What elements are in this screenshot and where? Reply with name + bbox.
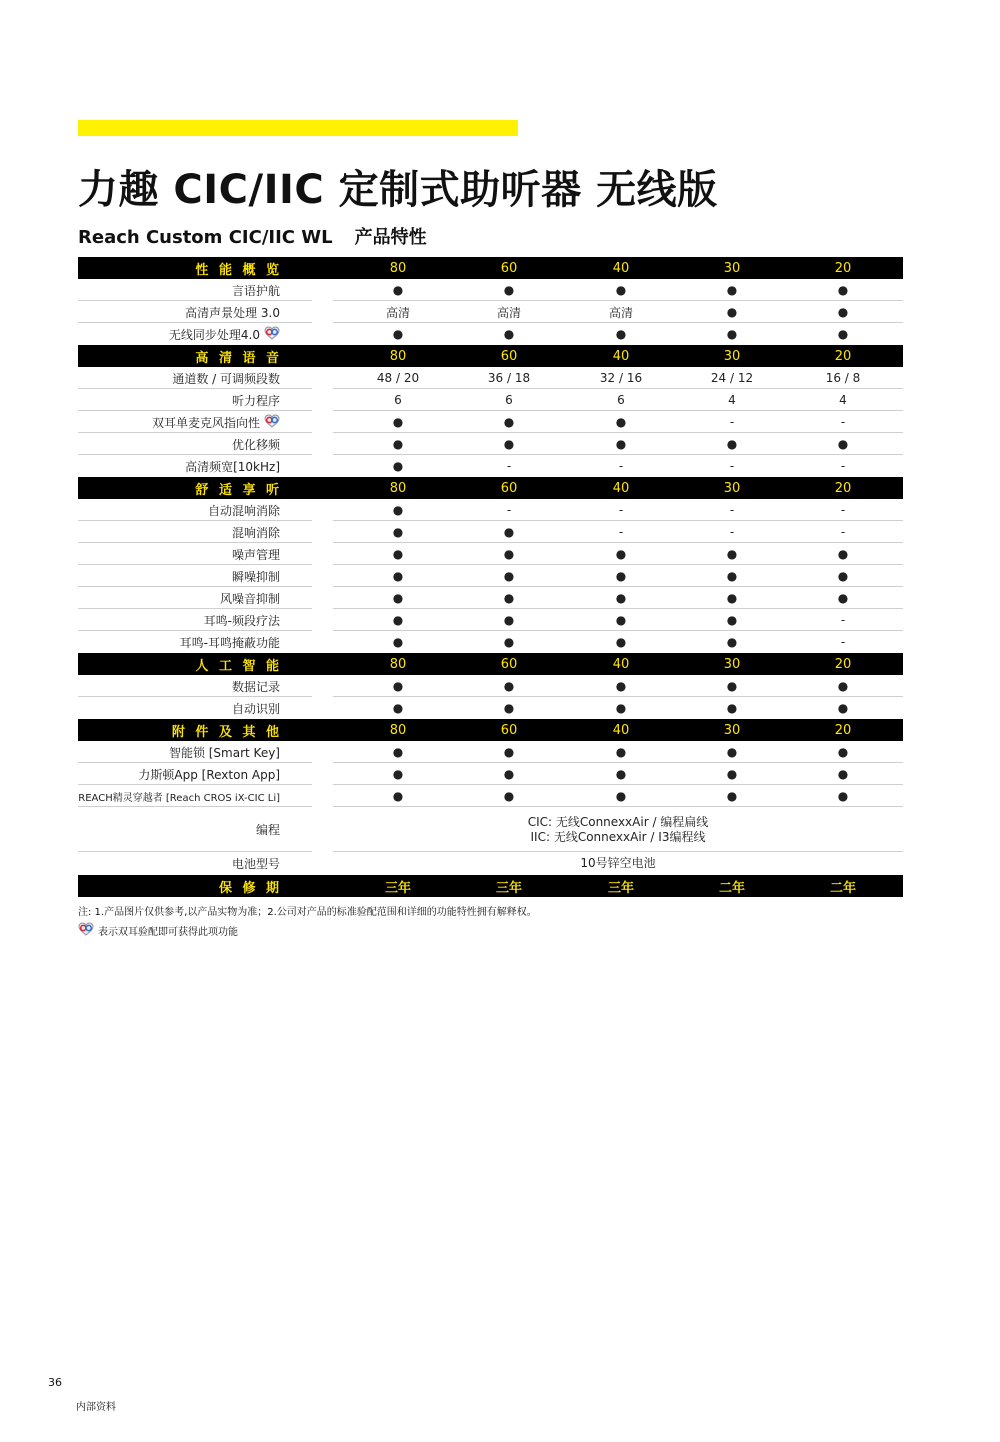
level-header: 40: [612, 480, 630, 496]
feature-dot: ●: [726, 635, 738, 649]
feature-value: 48 / 20: [376, 371, 420, 385]
feature-dot: ●: [615, 613, 627, 627]
feature-dot: ●: [726, 745, 738, 759]
feature-dot: ●: [392, 547, 404, 561]
feature-label: [78, 697, 312, 719]
feature-dot: ●: [392, 613, 404, 627]
feature-dot: ●: [615, 327, 627, 341]
table-row: [78, 323, 903, 345]
feature-dot: ●: [392, 415, 404, 429]
section-title: 人 工 智 能: [195, 658, 282, 674]
feature-value: -: [729, 415, 735, 429]
battery-row: [78, 852, 903, 875]
feature-dot: ●: [837, 569, 849, 583]
table-row: [78, 521, 903, 543]
feature-dot: ●: [726, 613, 738, 627]
programming-line-iic: IIC: 无线ConnexxAir / I3编程线: [530, 829, 706, 844]
note-disclaimer: 注: 1.产品图片仅供参考,以产品实物为准；2.公司对产品的标准验配范围和详细的功能特性拥有解释权。: [78, 907, 537, 918]
feature-value: 16 / 8: [825, 371, 861, 385]
feature-label: [78, 763, 312, 785]
feature-label: [78, 587, 312, 609]
feature-label-text: 言语护航: [231, 283, 280, 298]
feature-value: 6: [617, 393, 625, 407]
warranty-value: 二年: [718, 880, 745, 896]
feature-dot: ●: [726, 283, 738, 297]
feature-value: 高清: [496, 305, 521, 320]
feature-dot: ●: [392, 327, 404, 341]
feature-label-text: 高清声景处理 3.0: [185, 305, 280, 320]
feature-dot: ●: [615, 745, 627, 759]
table-row: [78, 279, 903, 301]
feature-label: [78, 323, 312, 345]
feature-label: [78, 411, 312, 433]
feature-label-text: 数据记录: [231, 679, 280, 694]
feature-value: 高清: [608, 305, 633, 320]
feature-label: [78, 675, 312, 697]
warranty-value: 三年: [495, 880, 522, 896]
level-header: 80: [389, 656, 407, 672]
programming-row: [78, 807, 903, 852]
feature-dot: ●: [726, 437, 738, 451]
feature-dot: ●: [392, 591, 404, 605]
feature-dot: ●: [503, 591, 515, 605]
feature-value: -: [618, 525, 624, 539]
table-row: [78, 389, 903, 411]
feature-value: -: [618, 459, 624, 473]
level-header: 20: [834, 722, 852, 738]
subtitle-en: Reach Custom CIC/IIC WL: [78, 227, 333, 248]
feature-value: -: [618, 503, 624, 517]
feature-label: [78, 433, 312, 455]
table-row: [78, 499, 903, 521]
feature-value: -: [506, 503, 512, 517]
feature-label-text: 自动识别: [231, 701, 280, 716]
section-title: 附 件 及 其 他: [171, 724, 282, 740]
level-header: 80: [389, 722, 407, 738]
feature-value: -: [840, 415, 846, 429]
feature-value: 高清: [385, 305, 410, 320]
table-row: [78, 455, 903, 477]
feature-label-text: 通道数 / 可调频段数: [172, 371, 280, 386]
feature-dot: ●: [615, 437, 627, 451]
feature-value: -: [840, 635, 846, 649]
feature-label: [78, 301, 312, 323]
feature-label-text: 智能锁 [Smart Key]: [168, 745, 280, 760]
note-binaural: 表示双耳验配即可获得此项功能: [78, 922, 537, 943]
section-header: [78, 719, 903, 741]
table-row: [78, 301, 903, 323]
feature-value: 24 / 12: [710, 371, 754, 385]
level-header: 80: [389, 260, 407, 276]
feature-dot: ●: [726, 789, 738, 803]
feature-dot: ●: [503, 789, 515, 803]
feature-label-text: 耳鸣-耳鸣掩蔽功能: [179, 635, 280, 650]
feature-label-text: 力斯顿App [Rexton App]: [138, 767, 280, 782]
feature-dot: ●: [837, 767, 849, 781]
feature-label-text: 高清频宽[10kHz]: [185, 459, 280, 474]
table-row: [78, 367, 903, 389]
table-row: [78, 411, 903, 433]
feature-dot: ●: [837, 701, 849, 715]
table-row: [78, 741, 903, 763]
feature-value: 6: [394, 393, 402, 407]
feature-label-text: 双耳单麦克风指向性: [151, 415, 260, 430]
table-row: [78, 565, 903, 587]
feature-value: -: [840, 459, 846, 473]
feature-dot: ●: [615, 767, 627, 781]
level-header: 30: [723, 656, 741, 672]
section-header: [78, 477, 903, 499]
feature-dot: ●: [615, 569, 627, 583]
feature-dot: ●: [503, 745, 515, 759]
feature-dot: ●: [392, 767, 404, 781]
page-subtitle: [78, 226, 427, 250]
feature-dot: ●: [726, 305, 738, 319]
feature-value: -: [840, 525, 846, 539]
level-header: 30: [723, 260, 741, 276]
feature-dot: ●: [837, 745, 849, 759]
feature-dot: ●: [615, 701, 627, 715]
feature-value: 36 / 18: [487, 371, 531, 385]
feature-dot: ●: [503, 525, 515, 539]
feature-label: [78, 631, 312, 653]
level-header: 20: [834, 656, 852, 672]
feature-dot: ●: [503, 679, 515, 693]
feature-dot: ●: [726, 679, 738, 693]
feature-dot: ●: [615, 283, 627, 297]
warranty-label: 保 修 期: [218, 880, 282, 896]
feature-dot: ●: [726, 569, 738, 583]
feature-dot: ●: [503, 283, 515, 297]
feature-dot: ●: [392, 745, 404, 759]
feature-dot: ●: [615, 415, 627, 429]
feature-value: 6: [505, 393, 513, 407]
battery-label: 电池型号: [231, 857, 280, 871]
feature-dot: ●: [837, 283, 849, 297]
feature-value: -: [506, 459, 512, 473]
feature-label-text: 瞬噪抑制: [231, 569, 280, 584]
feature-label: [78, 499, 312, 521]
feature-dot: ●: [726, 327, 738, 341]
feature-dot: ●: [503, 701, 515, 715]
feature-dot: ●: [837, 789, 849, 803]
section-title: 舒 适 享 听: [195, 482, 282, 498]
feature-dot: ●: [503, 569, 515, 583]
feature-dot: ●: [615, 635, 627, 649]
feature-label-text: REACH精灵穿越者 [Reach CROS iX-CIC Li]: [78, 792, 280, 804]
feature-dot: ●: [392, 437, 404, 451]
feature-dot: ●: [392, 635, 404, 649]
level-header: 80: [389, 348, 407, 364]
warranty-value: 三年: [384, 880, 411, 896]
page-number: 36: [48, 1376, 62, 1389]
feature-value: -: [729, 503, 735, 517]
binaural-fit-icon: [264, 326, 280, 343]
feature-dot: ●: [837, 437, 849, 451]
feature-label: [78, 543, 312, 565]
feature-dot: ●: [503, 547, 515, 561]
notes: [78, 904, 537, 943]
programming-value: [333, 807, 903, 852]
level-header: 60: [500, 480, 518, 496]
feature-dot: ●: [392, 701, 404, 715]
feature-dot: ●: [615, 591, 627, 605]
level-header: 40: [612, 722, 630, 738]
level-header: 40: [612, 260, 630, 276]
subtitle-cn: 产品特性: [354, 227, 427, 248]
feature-dot: ●: [503, 437, 515, 451]
level-header: 20: [834, 260, 852, 276]
feature-dot: ●: [503, 327, 515, 341]
binaural-fit-icon: [78, 922, 94, 943]
feature-label-text: 优化移频: [231, 437, 280, 452]
warranty-row: [78, 875, 903, 897]
feature-dot: ●: [615, 547, 627, 561]
feature-label: [78, 367, 312, 389]
feature-dot: ●: [726, 701, 738, 715]
warranty-value: 二年: [829, 880, 856, 896]
level-header: 30: [723, 480, 741, 496]
feature-dot: ●: [503, 613, 515, 627]
feature-label-text: 自动混响消除: [207, 503, 280, 518]
programming-label: 编程: [255, 823, 280, 837]
feature-dot: ●: [392, 459, 404, 473]
level-header: 40: [612, 348, 630, 364]
feature-value: -: [729, 459, 735, 473]
spec-table: [78, 257, 903, 897]
feature-dot: ●: [392, 283, 404, 297]
feature-dot: ●: [392, 525, 404, 539]
feature-label: [78, 455, 312, 477]
table-row: [78, 785, 903, 807]
feature-dot: ●: [837, 591, 849, 605]
section-header: [78, 257, 903, 279]
feature-label-text: 风噪音抑制: [219, 591, 280, 606]
level-header: 60: [500, 722, 518, 738]
section-header: [78, 653, 903, 675]
programming-line-cic: CIC: 无线ConnexxAir / 编程扁线: [527, 814, 709, 829]
level-header: 80: [389, 480, 407, 496]
feature-value: 4: [728, 393, 736, 407]
table-row: [78, 697, 903, 719]
level-header: 20: [834, 348, 852, 364]
table-row: [78, 675, 903, 697]
feature-label-text: 耳鸣-频段疗法: [203, 613, 280, 628]
accent-bar: [78, 120, 518, 136]
feature-dot: ●: [726, 591, 738, 605]
feature-label-text: 混响消除: [231, 525, 280, 540]
feature-dot: ●: [837, 679, 849, 693]
table-row: [78, 609, 903, 631]
section-title: 高 清 语 音: [195, 350, 282, 366]
level-header: 30: [723, 722, 741, 738]
feature-value: -: [729, 525, 735, 539]
feature-dot: ●: [392, 569, 404, 583]
feature-label: [78, 389, 312, 411]
feature-label: [78, 521, 312, 543]
feature-dot: ●: [503, 415, 515, 429]
feature-value: 32 / 16: [599, 371, 643, 385]
footer-internal-label: 内部资料: [76, 1402, 116, 1413]
feature-dot: ●: [392, 503, 404, 517]
page-title: 力趣 CIC/IIC 定制式助听器 无线版: [78, 167, 718, 213]
feature-label: [78, 609, 312, 631]
feature-dot: ●: [837, 327, 849, 341]
section-header: [78, 345, 903, 367]
level-header: 60: [500, 656, 518, 672]
level-header: 60: [500, 348, 518, 364]
table-row: [78, 433, 903, 455]
warranty-value: 三年: [607, 880, 634, 896]
level-header: 60: [500, 260, 518, 276]
feature-dot: ●: [615, 789, 627, 803]
feature-dot: ●: [615, 679, 627, 693]
feature-value: -: [840, 613, 846, 627]
feature-value: -: [840, 503, 846, 517]
feature-label: [78, 785, 312, 807]
feature-dot: ●: [726, 767, 738, 781]
feature-dot: ●: [392, 679, 404, 693]
level-header: 20: [834, 480, 852, 496]
feature-dot: ●: [392, 789, 404, 803]
feature-label: [78, 741, 312, 763]
table-row: [78, 587, 903, 609]
battery-value: 10号锌空电池: [580, 856, 656, 870]
feature-dot: ●: [503, 635, 515, 649]
feature-label-text: 无线同步处理4.0: [168, 327, 260, 342]
feature-dot: ●: [837, 305, 849, 319]
table-row: [78, 543, 903, 565]
feature-dot: ●: [503, 767, 515, 781]
feature-value: 4: [839, 393, 847, 407]
level-header: 40: [612, 656, 630, 672]
table-row: [78, 763, 903, 785]
section-title: 性 能 概 览: [195, 262, 282, 278]
feature-label-text: 听力程序: [231, 393, 280, 408]
feature-dot: ●: [726, 547, 738, 561]
feature-label-text: 噪声管理: [231, 547, 280, 562]
feature-label: [78, 565, 312, 587]
level-header: 30: [723, 348, 741, 364]
binaural-fit-icon: [264, 414, 280, 431]
feature-dot: ●: [837, 547, 849, 561]
table-row: [78, 631, 903, 653]
feature-label: [78, 279, 312, 301]
